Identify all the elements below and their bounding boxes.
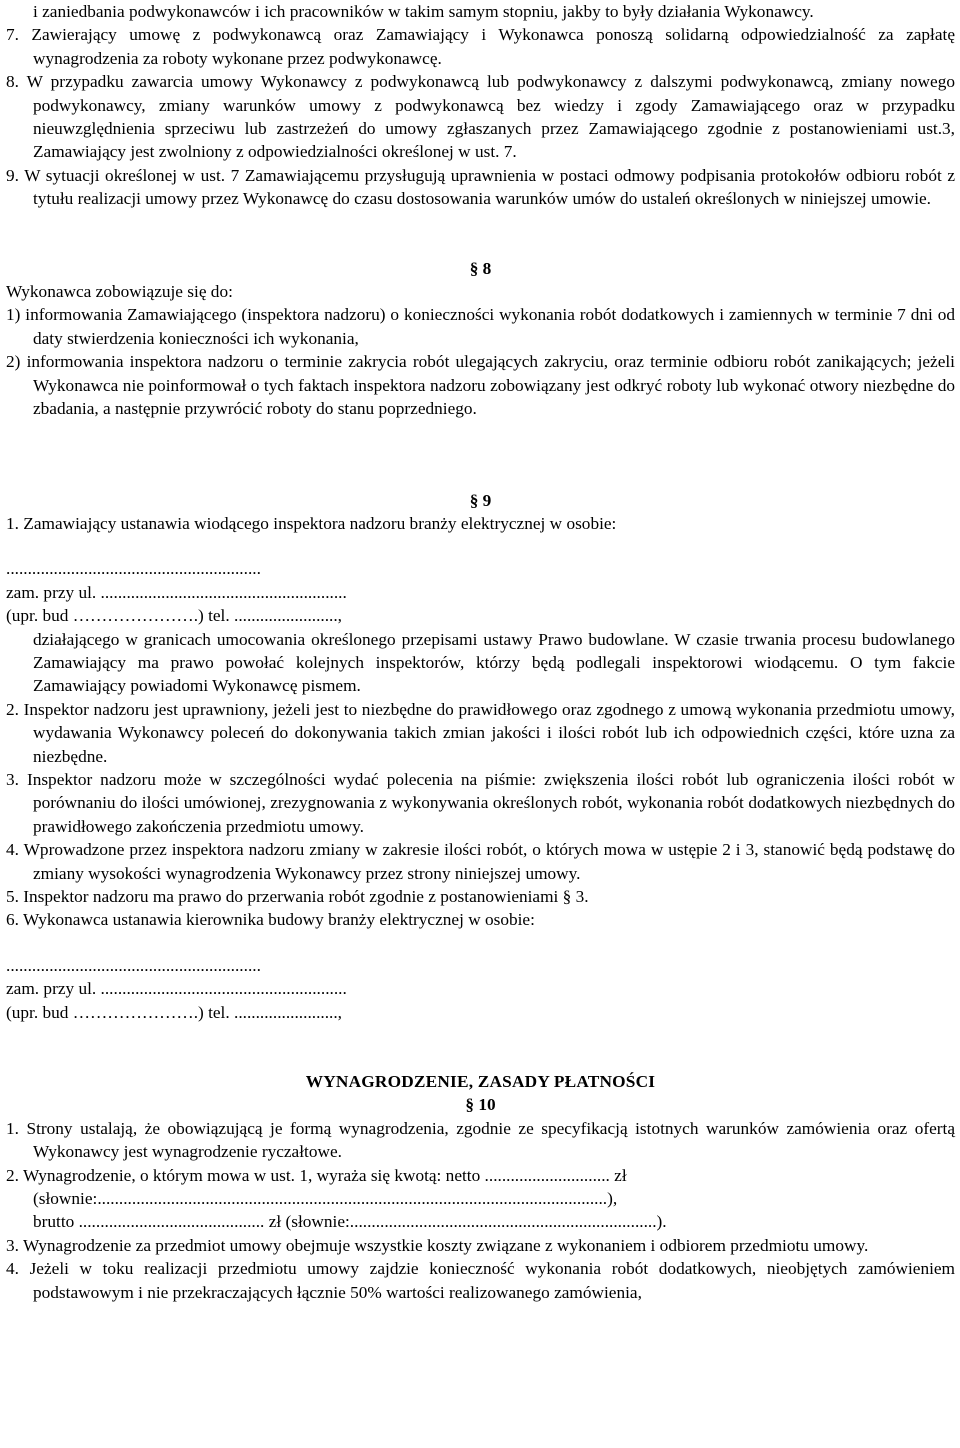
section-9-item-5: 5. Inspektor nadzoru ma prawo do przerwania robót zgodnie z postanowieniami § 3. [6,887,589,906]
section-8-heading: § 8 [469,258,492,278]
manager-name-blank: ........................................................... [6,955,261,975]
manager-license-blank: (upr. bud ………………….) tel. ........................, [6,1002,343,1022]
clause-7-7: 7. Zawierający umowę z podwykonawcą oraz Zamawiający i Wykonawca ponoszą solidarną odpowiedzialność za zapłatę wynagrodzenia za roboty wykonane przez podwykonawcę. [6,25,955,68]
section-10-item-3: 3. Wynagrodzenie za przedmiot umowy obejmuje wszystkie koszty związane z wykonaniem i odbiorem przedmiotu umowy. [6,1235,869,1255]
section-9-item-2: 2. Inspektor nadzoru jest uprawniony, jeżeli jest to niezbędne do prawidłowego oraz zgodnego z umową wykonania przedmiotu umowy, wydawania Wykonawcy poleceń do dokonywania takich zmian jakości i ilości robót lub ich odpowiednich części, które uzna za niezbędne. [6,699,955,766]
section-9-item-3: 3. Inspektor nadzoru może w szczególności wydać polecenia na piśmie: zwiększenia ilości robót lub ograniczenia ilości robót w porównaniu do ilości umówionej, zrezygnowania z wykonywania określonych robót, wykonania robót dodatkowych niezbędnych do prawidłowego zakończenia przedmiotu umowy. [6,769,955,836]
paragraph-continuation: i zaniedbania podwykonawców i ich pracowników w takim samym stopniu, jakby to były działania Wykonawcy. [33,2,814,21]
inspector-address-blank: zam. przy ul. ......................................................... [6,582,347,602]
section-10-item-2-line-3: brutto ........................................... zł (słownie:.......................................................................). [33,1212,667,1232]
section-9-item-4: 4. Wprowadzone przez inspektora nadzoru zmiany w zakresie ilości robót, o których mowa w ustępie 2 i 3, stanowić będą podstawę do zmiany wysokości wynagrodzenia Wykonawcy przez strony niniejszej umowy. [6,840,955,883]
section-8-item-1: 1) informowania Zamawiającego (inspektora nadzoru) o konieczności wykonania robót dodatkowych i zamiennych w terminie 7 dni od daty stwierdzenia konieczności ich wykonania, [6,305,955,348]
section-9-item-1-continued: działającego w granicach umocowania określonego przepisami ustawy Prawo budowlane. W czasie trwania procesu budowlanego Zamawiający ma prawo powołać kolejnych inspektorów, którzy będą podlegali inspektorowi wiodącemu. O tym fakcie Zamawiający powiadomi Wykonawcę pismem. [33,629,955,696]
manager-address-blank: zam. przy ul. ......................................................... [6,979,347,999]
section-10-item-1: 1. Strony ustalają, że obowiązującą je formą wynagrodzenia, zgodnie ze specyfikacją istotnych warunków zamówienia oraz ofertą Wykonawcy jest wynagrodzenie ryczałtowe. [6,1118,955,1162]
section-8-item-2: 2) informowania inspektora nadzoru o terminie zakrycia robót ulegających zakryciu, oraz terminie odbioru robót zanikających; jeżeli Wykonawca nie poinformował o tych faktach inspektora nadzoru zobowiązany jest odkryć roboty lub wykonać otwory niezbędne do zbadania, a następnie przywrócić roboty do stanu poprzedniego. [6,352,955,419]
section-10-item-2-line-2: (słownie:......................................................................................................................), [33,1189,618,1209]
inspector-license-blank: (upr. bud ………………….) tel. ........................, [6,606,343,626]
section-10-title: WYNAGRODZENIE, ZASADY PŁATNOŚCI [305,1072,656,1092]
section-10-item-4: 4. Jeżeli w toku realizacji przedmiotu umowy zajdzie konieczność wykonania robót dodatkowych, nieobjętych zamówieniem podstawowym i nie przekraczających łącznie 50% wartości realizowanego zamówienia, [6,1259,955,1302]
inspector-name-blank: ........................................................... [6,559,261,579]
section-10-heading: § 10 [465,1095,496,1115]
section-10-item-2-line-1: 2. Wynagrodzenie, o którym mowa w ust. 1, wyraża się kwotą: netto ............................. zł [6,1165,627,1185]
section-9-heading: § 9 [469,490,492,510]
clause-7-8: 8. W przypadku zawarcia umowy Wykonawcy z podwykonawcą lub podwykonawcy z dalszymi podwykonawcą, zmiany nowego podwykonawcy, zmiany warunków umowy z podwykonawcą bez wiedzy i zgody Zamawiającego oraz w przypadku nieuwzględnienia sprzeciwu lub zastrzeżeń do umowy zgłaszanych przez Zamawiającego zgodnie z postanowieniami ust.3, Zamawiający jest zwolniony z odpowiedzialności określonej w ust. 7. [6,72,955,162]
clause-7-9: 9. W sytuacji określonej w ust. 7 Zamawiającemu przysługują uprawnienia w postaci odmowy podpisania protokołów odbioru robót z tytułu realizacji umowy przez Wykonawcę do czasu dostosowania warunków umów do ustaleń określonych w niniejszej umowie. [6,165,955,209]
section-8-intro: Wykonawca zobowiązuje się do: [6,282,233,302]
section-9-item-1: 1. Zamawiający ustanawia wiodącego inspektora nadzoru branży elektrycznej w osobie: [6,513,617,533]
section-9-item-6: 6. Wykonawca ustanawia kierownika budowy branży elektrycznej w osobie: [6,910,535,930]
